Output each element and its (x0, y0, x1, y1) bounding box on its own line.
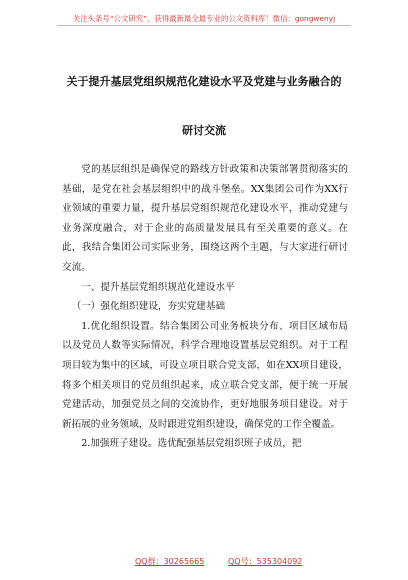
paragraph-intro: 党的基层组织是确保党的路线方针政策和决策部署贯彻落实的基础，是党在社会基层组织中的战斗堡垒。XX集团公司作为XX行业领域的重要力量，提升基层党组织规范化建设水平，推动党建与业务深度融合，对于企业的高质量发展具有至关重要的意义。在此，我结合集团公司实际业务，围绕这两个主题，与大家进行研讨交流。 (62, 164, 348, 273)
section-heading-1: 一、提升基层党组织规范化建设水平 (81, 281, 235, 293)
paragraph-organization: 1.优化组织设置。结合集团公司业务板块分布、项目区域布局以及党员人数等实际情况，科学合理地设置基层党组织。对于工程项目较为集中的区域，可设立项目联合党支部，如在XX项目建设，将多个相关项目的党员组织起来，成立联合党支部，便于统一开展党建活动，加强党员之间的交流协作，更好地服务项目建设。对于新拓展的业务领域，及时跟进党组织建设，确保党的工作全覆盖。 (62, 320, 348, 430)
subsection-heading-1: （一）强化组织建设，夯实党建基础 (71, 301, 226, 313)
header-divider (57, 25, 351, 26)
document-title-line1: 关于提升基层党组织规范化建设水平及党建与业务融合的 (66, 75, 342, 88)
footer-qq-number: QQ号：535304092 (228, 557, 303, 566)
footer-qq-group: QQ群：30265665 (135, 557, 205, 566)
document-body (62, 160, 348, 454)
footer-contact (0, 556, 408, 570)
document-title-line2: 研讨交流 (182, 124, 226, 137)
paragraph-leadership: 2.加强班子建设。选优配强基层党组织班子成员，把 (81, 438, 302, 450)
header-promo: 关注头条号“公文研究”，获得最新最全最专业的公文资料库！微信：gongwenyj (72, 14, 336, 23)
